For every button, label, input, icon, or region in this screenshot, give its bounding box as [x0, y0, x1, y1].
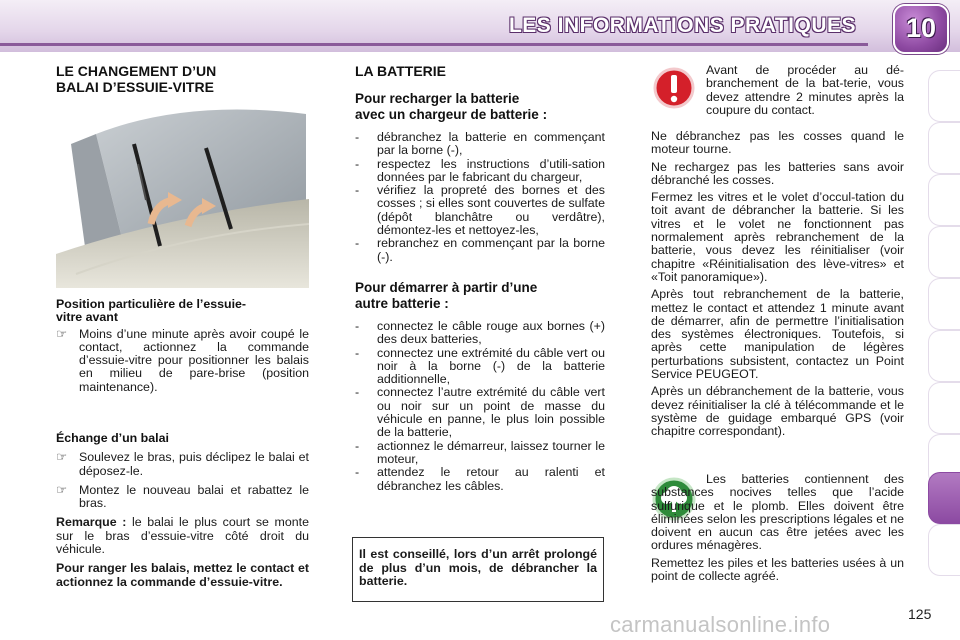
chapter-tab[interactable]	[928, 382, 960, 434]
list-item: - connectez le câble rouge aux bornes (+) des deux batteries,	[355, 318, 605, 347]
storage-notice-box: Il est conseillé, lors d’un arrêt prolongé de plus d’un mois, de débrancher la batterie.	[352, 537, 604, 602]
paragraph: Après tout rebranchement de la batterie, mettez le contact et attendez 1 minute avant de démarrer, afin de permettre l’initialisation des systèmes électroniques. Toutefois, si après cette manipulation de légères perturbations subsistent, contactez un Point Service PEUGEOT.	[651, 287, 904, 382]
list-item: - connectez l’autre extrémité du câble vert ou noir sur un point de masse du véhicule en panne, le plus loin possible de la batterie,	[355, 385, 605, 440]
list-item: - débranchez la batterie en commençant par la borne (-),	[355, 130, 605, 158]
chapter-tab[interactable]	[928, 226, 960, 278]
remark-text: le balai le plus court se monte sur le bras d’essuie-vitre côté droit du véhicule.	[56, 515, 309, 557]
recharge-heading-line2: avec un chargeur de batterie :	[355, 107, 548, 122]
eco-paragraph: Remettez les piles et les batteries usées à un point de collecte agréé.	[651, 555, 904, 584]
chapter-tab[interactable]	[928, 278, 960, 330]
chapter-tab[interactable]	[928, 122, 960, 174]
list-item: - vérifiez la propreté des bornes et des cosses ; si elles sont couvertes de sulfate (dépôt blanchâtre ou verdâtre), démontez-les et nettoyez-les,	[355, 183, 605, 238]
list-item: ☞ Soulevez le bras, puis déclipez le balai et déposez-le.	[56, 450, 309, 478]
chapter-tab[interactable]	[928, 70, 960, 122]
pointing-hand-icon: ☞	[56, 326, 68, 341]
pointing-hand-icon: ☞	[56, 482, 68, 497]
wiper-section-title: LE CHANGEMENT D’UN BALAI D’ESSUIE-VITRE	[56, 63, 217, 95]
header-rule	[0, 43, 868, 46]
list-item: - rebranchez en commençant par la borne (-).	[355, 236, 605, 264]
battery-warning-intro: Avant de procéder au dé-branchement de la bat-terie, vous devez attendre 2 minutes après la coupure du contact.	[706, 63, 904, 117]
storage-instruction: Pour ranger les balais, mettez le contact et actionnez la commande d’essuie-vitre.	[56, 561, 309, 589]
battery-section	[355, 63, 605, 493]
jump-start-heading-line1: Pour démarrer à partir d’une	[355, 279, 538, 295]
watermark: carmanualsonline.info	[610, 612, 831, 637]
battery-title: LA BATTERIE	[355, 63, 446, 79]
list-item: - attendez le retour au ralenti et débranchez les câbles.	[355, 465, 605, 493]
exchange-heading: Échange d’un balai	[56, 431, 169, 445]
blade-exchange-block	[56, 432, 309, 589]
list-item: ☞ Moins d’une minute après avoir coupé le contact, actionnez la commande d’essuie-vitre pour positionner les balais en milieu de pare-brise (position maintenance).	[56, 326, 309, 394]
list-item: - actionnez le démarreur, laissez tourner le moteur,	[355, 438, 605, 466]
paragraph: Après un débranchement de la batterie, vous devez réinitialiser la clé à télécommande et le système de guidage embarqué GPS (voir chapitre correspondant).	[651, 384, 904, 439]
position-heading-line2: vitre avant	[56, 310, 118, 325]
chapter-tab[interactable]	[928, 330, 960, 382]
recharge-heading-line1: Pour recharger la batterie	[355, 91, 520, 106]
page-title: LES INFORMATIONS PRATIQUES	[508, 14, 856, 37]
position-heading-line1: Position particulière de l’essuie-	[56, 297, 247, 311]
chapter-tab[interactable]	[928, 174, 960, 226]
chapter-badge	[893, 4, 949, 54]
eco-paragraph: Les batteries contiennent des substances nocives telles que l’acide sulfurique et le plomb. Elles doivent être éliminées selon les prescriptions légales et ne doivent en aucun cas être jetées avec les ordures ménagères.	[651, 472, 904, 553]
battery-instructions	[651, 130, 904, 439]
list-item: ☞ Montez le nouveau balai et rabattez le bras.	[56, 482, 309, 511]
wiper-position-block	[56, 298, 309, 398]
page-number: 125	[908, 606, 932, 622]
windscreen-illustration	[56, 104, 309, 288]
warning-icon	[652, 66, 696, 110]
remark-paragraph	[56, 516, 309, 556]
windscreen-photo	[56, 104, 309, 288]
pointing-hand-icon: ☞	[56, 450, 68, 465]
paragraph: Ne rechargez pas les batteries sans avoir débranché les cosses.	[651, 159, 904, 187]
list-item: - respectez les instructions d’utili-sation données par le fabricant du chargeur,	[355, 156, 605, 184]
chapter-tab[interactable]	[928, 524, 960, 576]
chapter-tab-active[interactable]	[928, 472, 960, 524]
paragraph: Fermez les vitres et le volet d’occul-tation du toit avant de débrancher la batterie. Si les vitres et le volet ne fonctionnent pas normalement après rebranchement de la batterie, vous devez les réinitialiser (voir chapitre «Réinitialisation des lève-vitres» et «Toit panoramique»).	[651, 190, 904, 284]
remark-label: Remarque :	[56, 515, 127, 530]
environment-note	[651, 473, 904, 583]
jump-start-heading-line2: autre batterie :	[355, 295, 449, 311]
paragraph: Ne débranchez pas les cosses quand le moteur tourne.	[651, 129, 904, 157]
list-item: - connectez une extrémité du câble vert ou noir à la borne (-) de la batterie additionnelle,	[355, 345, 605, 387]
chapter-number: 10	[905, 13, 937, 43]
